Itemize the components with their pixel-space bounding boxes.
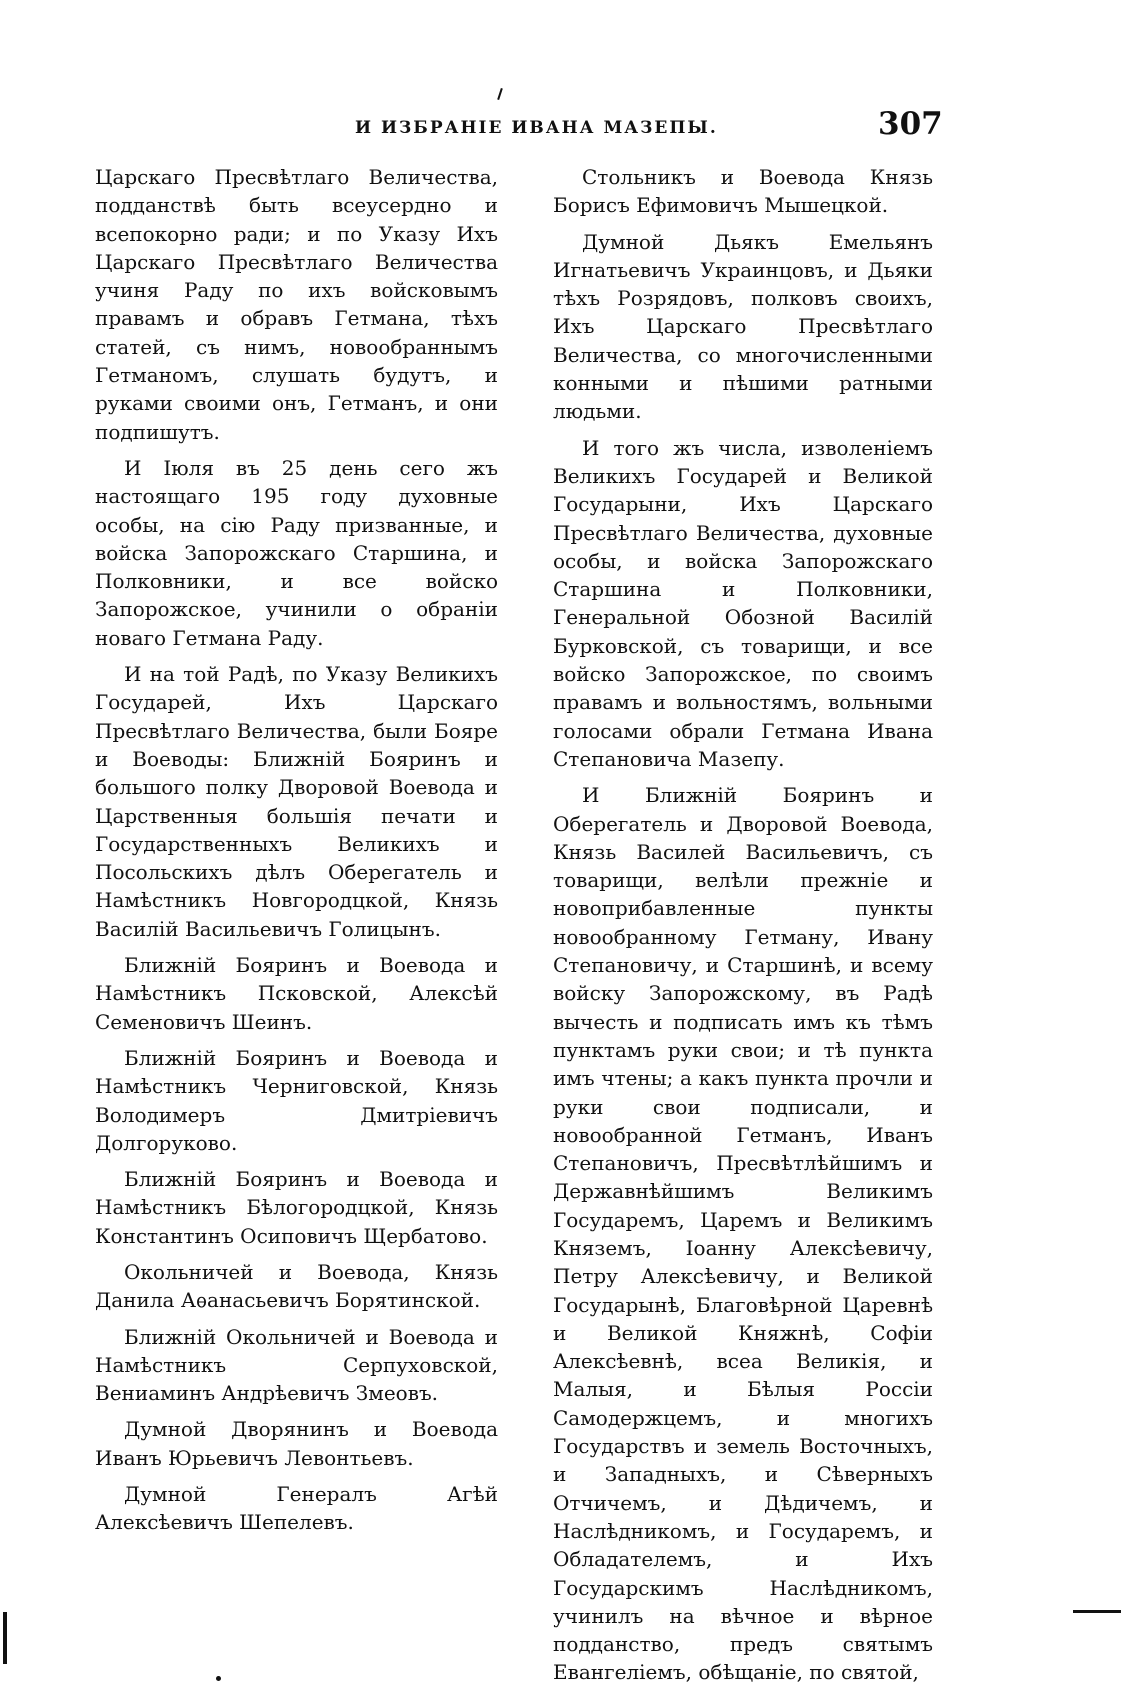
- paragraph: И Ближній Бояринъ и Оберегатель и Дворовой Воевода, Князь Василей Васильевичъ, съ товарищи, велѣли прежніе и новоприбавленные пункты новообранному Гетману, Ивану Степановичу, и Старшинѣ, и всему войску Запорожскому, въ Радѣ вычесть и подписать имъ къ тѣмъ пунктамъ руки свои; и тѣ пункта имъ чтены; а какъ пункта прочли и руки свои подписали, и новообранной Гетманъ, Иванъ Степановичъ, Пресвѣтлѣйшимъ и Державнѣйшимъ Великимъ Государемъ, Царемъ и Великимъ Княземъ, Іоанну Алексѣевичу, Петру Алексѣевичу, и Великой Государынѣ, Благовѣрной Царевнѣ и Великой Княжнѣ, Софіи Алексѣевнѣ, всеа Великія, и Малыя, и Бѣлыя Россіи Самодержцемъ, и многихъ Государствъ и земель Восточныхъ, и Западныхъ, и Сѣверныхъ Отчичемъ, и Дѣдичемъ, и Наслѣдникомъ, и Государемъ, и Обладателемъ, и Ихъ Государскимъ Наслѣдникомъ, учинилъ на вѣчное и вѣрное подданство, предъ святымъ Евангеліемъ, обѣщаніе, по святой,: [553, 783, 933, 1685]
- paragraph: Ближній Бояринъ и Воевода и Намѣстникъ Псковской, Алексѣй Семеновичъ Шеинъ.: [95, 953, 498, 1034]
- paragraph: И на той Радѣ, по Указу Великихъ Государей, Ихъ Царскаго Пресвѣтлаго Величества, были Бояре и Воеводы: Ближній Бояринъ и большого полку Дворовой Воевода и Царственныя большія печати и Государственныхъ Великихъ и Посольскихъ дѣлъ Оберегатель и Намѣстникъ Новгородцкой, Князь Василій Васильевичъ Голицынъ.: [95, 662, 498, 941]
- text-column-right: [553, 163, 933, 1687]
- text-column-left: [95, 163, 498, 1537]
- page-number: 307: [878, 106, 943, 142]
- paragraph-continued: Царскаго Пресвѣтлаго Величества, подданствѣ быть всеусердно и всепокорно ради; и по Указу Ихъ Царскаго Пресвѣтлаго Величества учиня Раду по ихъ войсковымъ правамъ и обравъ Гетмана, тѣхъ статей, съ нимъ, новообраннымъ Гетманомъ, слушать будутъ, и руками своими онъ, Гетманъ, и они подпишутъ.: [95, 165, 498, 444]
- paragraph: И того жъ числа, изволеніемъ Великихъ Государей и Великой Государыни, Ихъ Царскаго Пресвѣтлаго Величества, духовные особы, и войска Запорожскаго Старшина и Полковники, Генеральной Обозной Василій Бурковской, съ товарищи, и все войско Запорожское, по своимъ правамъ и вольностямъ, вольными голосами обрали Гетмана Ивана Степановича Мазепу.: [553, 435, 933, 771]
- scan-edge-mark: [1073, 1610, 1121, 1613]
- paragraph: Окольничей и Воевода, Князь Данила Аѳанасьевичъ Борятинской.: [95, 1259, 498, 1313]
- paragraph: Стольникъ и Воевода Князь Борисъ Ефимовичъ Мышецкой.: [553, 165, 933, 218]
- paragraph: Думной Дворянинъ и Воевода Иванъ Юрьевичъ Левонтьевъ.: [95, 1417, 498, 1470]
- paragraph: Ближній Бояринъ и Воевода и Намѣстникъ Бѣлогородцкой, Князь Константинъ Осиповичъ Щербатово.: [95, 1167, 498, 1248]
- paragraph: Ближній Бояринъ и Воевода и Намѣстникъ Черниговской, Князь Володимеръ Дмитріевичъ Долгоруково.: [95, 1045, 498, 1155]
- print-speck: [216, 1676, 221, 1681]
- print-speck: [497, 88, 503, 100]
- scan-edge-mark: [3, 1612, 7, 1664]
- paragraph: Думной Генералъ Агѣй Алексѣевичъ Шепелевъ.: [95, 1482, 498, 1535]
- paragraph: Думной Дьякъ Емельянъ Игнатьевичъ Украинцовъ, и Дьяки тѣхъ Розрядовъ, полковъ своихъ, Ихъ Царскаго Пресвѣтлаго Величества, со многочисленными конными и пѣшими ратными людьми.: [553, 229, 933, 424]
- running-title: И ИЗБРАНІЕ ИВАНА МАЗЕПЫ.: [355, 118, 718, 138]
- paragraph: И Іюля въ 25 день сего жъ настоящаго 195 году духовные особы, на сію Раду призванные, и войска Запорожскаго Старшина, и Полковники, и все войско Запорожское, учинили о обраніи новаго Гетмана Раду.: [95, 455, 498, 650]
- paragraph: Ближній Окольничей и Воевода и Намѣстникъ Серпуховской, Вениаминъ Андрѣевичъ Змеовъ.: [95, 1324, 498, 1406]
